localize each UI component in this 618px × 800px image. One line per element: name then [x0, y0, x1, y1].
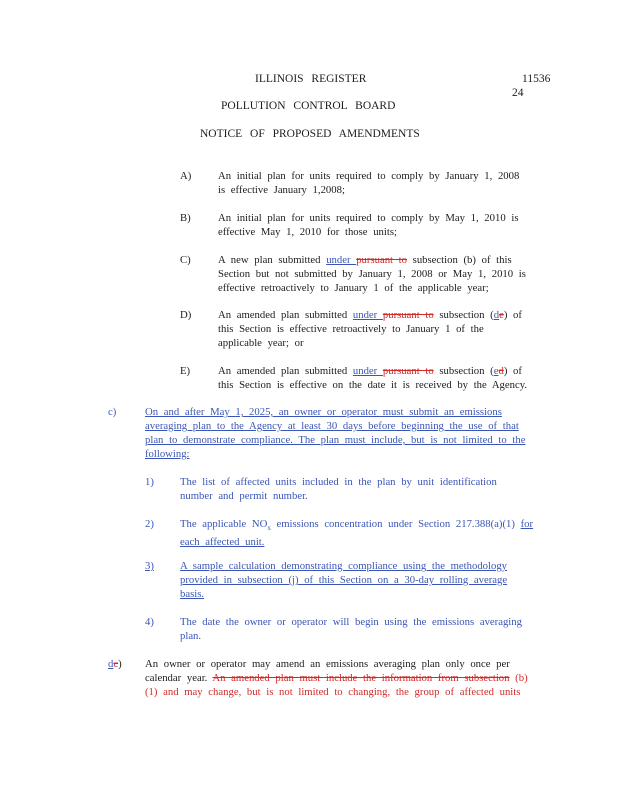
item-d-marker: D) — [180, 309, 192, 321]
item-a-marker: A) — [180, 170, 192, 182]
deleted-text: pursuant to — [382, 365, 434, 377]
register-title: ILLINOIS REGISTER — [255, 73, 367, 85]
agency-name: POLLUTION CONTROL BOARD — [221, 100, 396, 112]
page-number: 11536 — [522, 73, 551, 85]
deleted-text: d — [498, 365, 504, 377]
section-d-marker: dc) — [108, 658, 122, 670]
inserted-text: under — [352, 365, 383, 377]
subitem-3-text: A sample calculation demonstrating compliance using the methodology provided in subsection (j) of this Section on a 30-day rolling average basis. — [180, 560, 508, 600]
subitem-2-text: The applicable $NO_x$ emissions concentration under Section 217.388(a)(1) for each affected unit. — [180, 518, 534, 549]
inserted-text: d — [493, 309, 500, 321]
subitem-2-marker: 2) — [145, 518, 154, 530]
section-c-marker: c) — [108, 406, 117, 418]
item-e-text: An amended plan submitted under pursuant to subsection (ed) of this Section is effective on the date it is received by the Agency. — [218, 365, 528, 391]
item-e-marker: E) — [180, 365, 191, 377]
item-c-text: A new plan submitted under pursuant to subsection (b) of this Section but not submitted by January 1, 2008 or May 1, 2010 is effective retroactively to January 1 of the applicable year; — [218, 254, 526, 294]
item-d-text: An amended plan submitted under pursuant to subsection (de) of this Section is effective retroactively to January 1 of the applicable year; or — [218, 309, 522, 349]
subitem-4-marker: 4) — [145, 616, 154, 628]
subitem-4-text: The date the owner or operator will begin using the emissions averaging plan. — [180, 616, 522, 642]
deleted-text: An amended plan must include the information from subsection — [212, 672, 510, 684]
notice-title: NOTICE OF PROPOSED AMENDMENTS — [200, 128, 420, 140]
subitem-1-marker: 1) — [145, 476, 154, 488]
section-c-text: On and after May 1, 2025, an owner or operator must submit an emissions averaging plan to the Agency at least 30 days before beginning the use of that plan to demonstrate compliance. The plan must include, but is not limited to the following: — [145, 406, 526, 460]
inserted-text: under — [326, 254, 357, 266]
item-b-marker: B) — [180, 212, 191, 224]
item-c-marker: C) — [180, 254, 191, 266]
subitem-3-marker: 3) — [145, 560, 154, 572]
inserted-text: under — [352, 309, 383, 321]
section-d-text: An owner or operator may amend an emissions averaging plan only once per calendar year. An amended plan must include the information from subsection (b)(1) and may change, but is not limited to changing, the group of affected units — [145, 658, 528, 698]
deleted-text: e — [499, 309, 504, 321]
subitem-1-text: The list of affected units included in the plan by unit identification number and permit number. — [180, 476, 497, 502]
deleted-tail-text: (b)(1) and may change, but is not limited to changing, the group of affected units — [145, 672, 528, 698]
inserted-text: e — [493, 365, 499, 377]
item-a-text: An initial plan for units required to comply by January 1, 2008 is effective January 1,2008; — [218, 170, 520, 196]
issue-number: 24 — [512, 87, 524, 99]
item-b-text: An initial plan for units required to comply by May 1, 2010 is effective May 1, 2010 for those units; — [218, 212, 519, 238]
deleted-text: pursuant to — [356, 254, 407, 266]
deleted-text: pursuant to — [382, 309, 434, 321]
